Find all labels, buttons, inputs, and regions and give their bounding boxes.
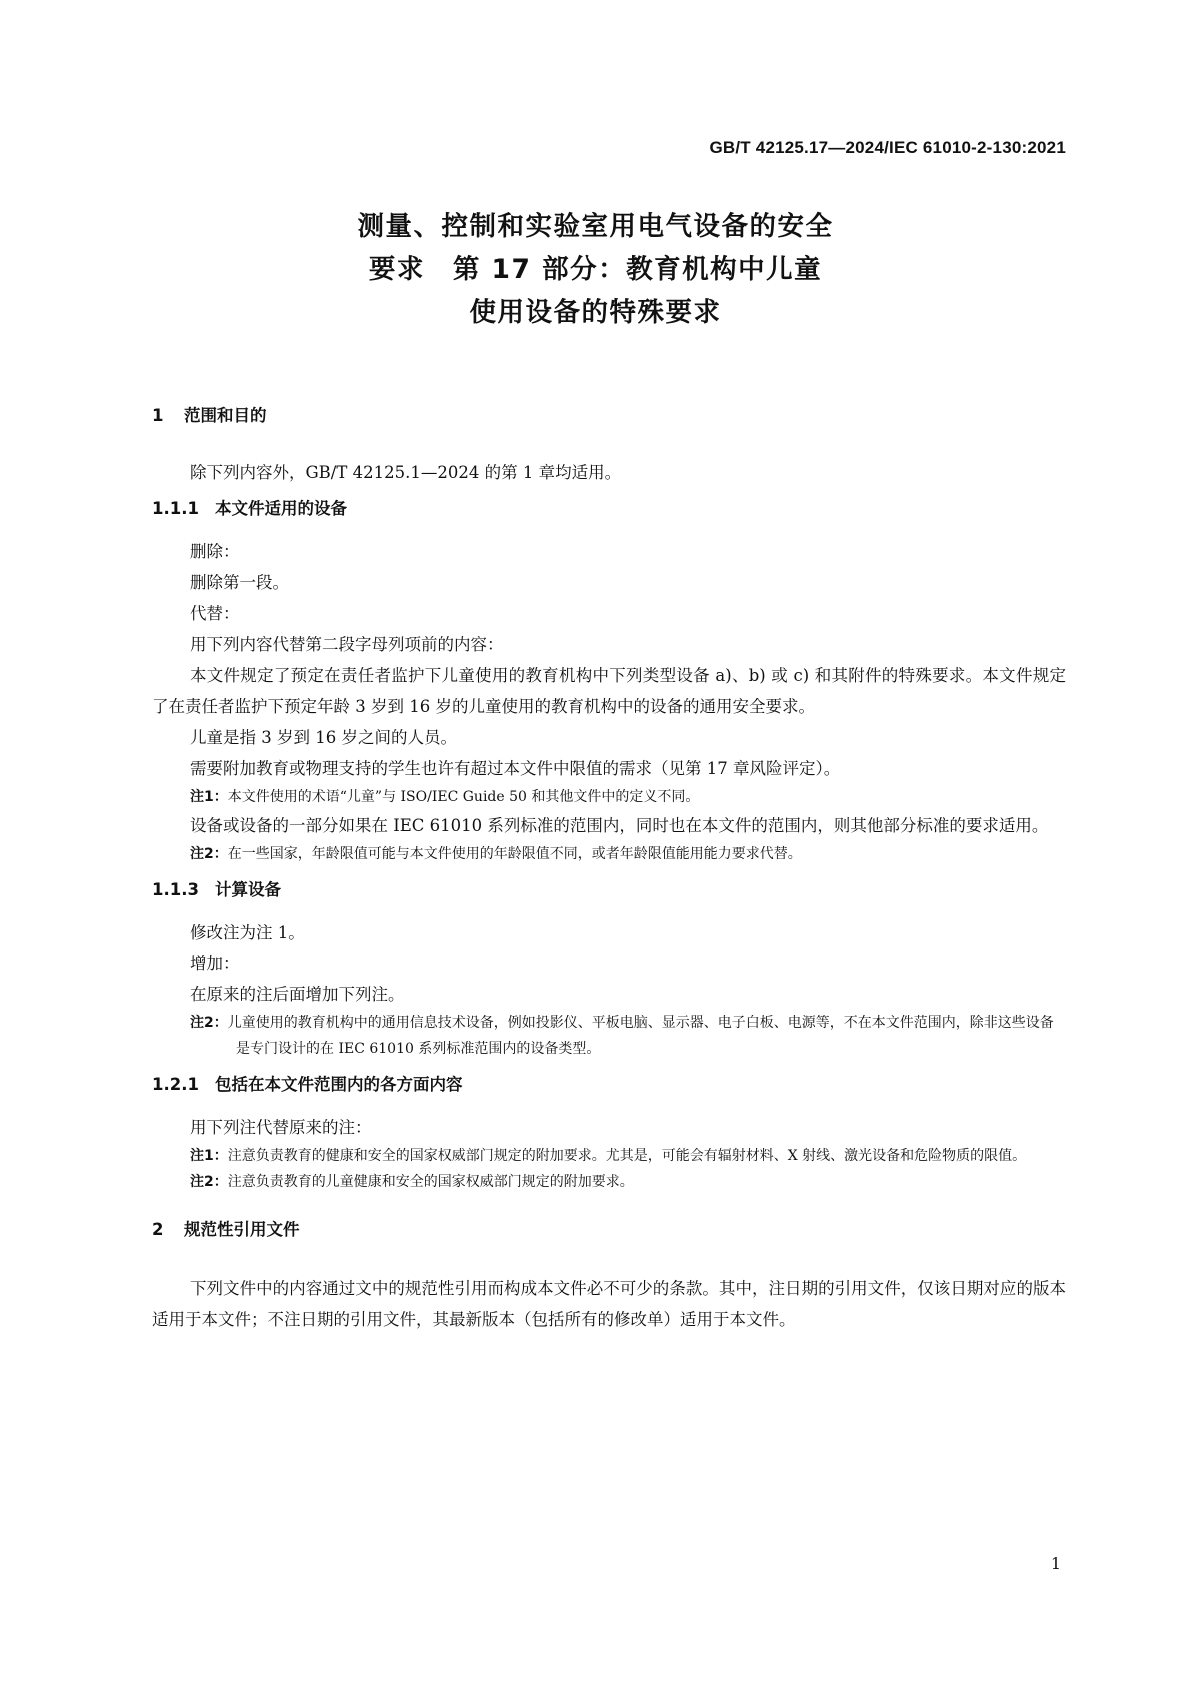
note-label: 注1： — [190, 789, 228, 805]
paragraph: 设备或设备的一部分如果在 IEC 61010 系列标准的范围内，同时也在本文件的范围内，则其他部分标准的要求适用。 — [190, 816, 1049, 835]
note — [152, 1143, 1066, 1169]
section-1-heading — [152, 405, 1066, 427]
paragraph: 除下列内容外，GB/T 42125.1—2024 的第 1 章均适用。 — [190, 463, 622, 482]
note-label: 注1： — [190, 1148, 228, 1164]
paragraph: 删除第一段。 — [190, 573, 289, 592]
section-title: 包括在本文件范围内的各方面内容 — [215, 1075, 463, 1094]
section-title: 范围和目的 — [184, 406, 267, 425]
note-text: 注意负责教育的儿童健康和安全的国家权威部门规定的附加要求。 — [227, 1174, 634, 1190]
paragraph: 在原来的注后面增加下列注。 — [190, 985, 405, 1004]
page-number: 1 — [1050, 1554, 1061, 1573]
note-label: 注2： — [190, 1015, 228, 1031]
note-label: 注2： — [190, 846, 228, 862]
title-line-2: 要求 第 17 部分：教育机构中儿童 — [368, 254, 823, 285]
section-number: 1 — [152, 406, 164, 425]
document-title — [0, 205, 1191, 334]
paragraph: 需要附加教育或物理支持的学生也许有超过本文件中限值的需求（见第 17 章风险评定）。 — [190, 759, 841, 778]
note-text: 注意负责教育的健康和安全的国家权威部门规定的附加要求。尤其是，可能会有辐射材料、X 射线、激光设备和危险物质的限值。 — [227, 1148, 1027, 1164]
paragraph: 增加： — [190, 954, 240, 973]
note-text: 本文件使用的术语“儿童”与 ISO/IEC Guide 50 和其他文件中的定义不同。 — [227, 789, 700, 805]
section-number: 1.1.3 — [152, 880, 199, 899]
section-1-1-1-heading — [152, 498, 1066, 520]
note-label: 注2： — [190, 1174, 228, 1190]
section-title: 规范性引用文件 — [184, 1220, 300, 1239]
paragraph: 修改注为注 1。 — [190, 923, 305, 942]
section-number: 1.2.1 — [152, 1075, 199, 1094]
note — [152, 841, 1066, 867]
paragraph: 删除： — [190, 542, 240, 561]
title-line-3: 使用设备的特殊要求 — [469, 297, 722, 328]
note — [152, 784, 1066, 810]
document-body — [152, 405, 1066, 1335]
paragraph: 下列文件中的内容通过文中的规范性引用而构成本文件必不可少的条款。其中，注日期的引用文件，仅该日期对应的版本适用于本文件；不注日期的引用文件，其最新版本（包括所有的修改单）适用于本文件。 — [152, 1279, 1066, 1329]
section-title: 计算设备 — [215, 880, 281, 899]
paragraph: 用下列内容代替第二段字母列项前的内容： — [190, 635, 504, 654]
section-1-1-3-heading — [152, 879, 1066, 901]
section-2-heading — [152, 1219, 1066, 1241]
paragraph: 儿童是指 3 岁到 16 岁之间的人员。 — [190, 728, 457, 747]
section-title: 本文件适用的设备 — [215, 499, 347, 518]
paragraph: 代替： — [190, 604, 240, 623]
note-text: 儿童使用的教育机构中的通用信息技术设备，例如投影仪、平板电脑、显示器、电子白板、电源等，不在本文件范围内，除非这些设备是专门设计的在 IEC 61010 系列标准范围内的设备类型。 — [227, 1015, 1054, 1057]
note-text: 在一些国家，年龄限值可能与本文件使用的年龄限值不同，或者年龄限值能用能力要求代替。 — [227, 846, 802, 862]
paragraph: 本文件规定了预定在责任者监护下儿童使用的教育机构中下列类型设备 a)、b) 或 c) 和其附件的特殊要求。本文件规定了在责任者监护下预定年龄 3 岁到 16 岁的儿童使用的教育机构中的设备的通用安全要求。 — [152, 666, 1066, 716]
section-number: 1.1.1 — [152, 499, 199, 518]
paragraph: 用下列注代替原来的注： — [190, 1118, 372, 1137]
note — [152, 1169, 1066, 1195]
note — [152, 1010, 1066, 1062]
section-1-2-1-heading — [152, 1074, 1066, 1096]
section-number: 2 — [152, 1220, 164, 1239]
standard-code: GB/T 42125.17—2024/IEC 61010-2-130:2021 — [709, 138, 1066, 157]
title-line-1: 测量、控制和实验室用电气设备的安全 — [357, 211, 834, 242]
